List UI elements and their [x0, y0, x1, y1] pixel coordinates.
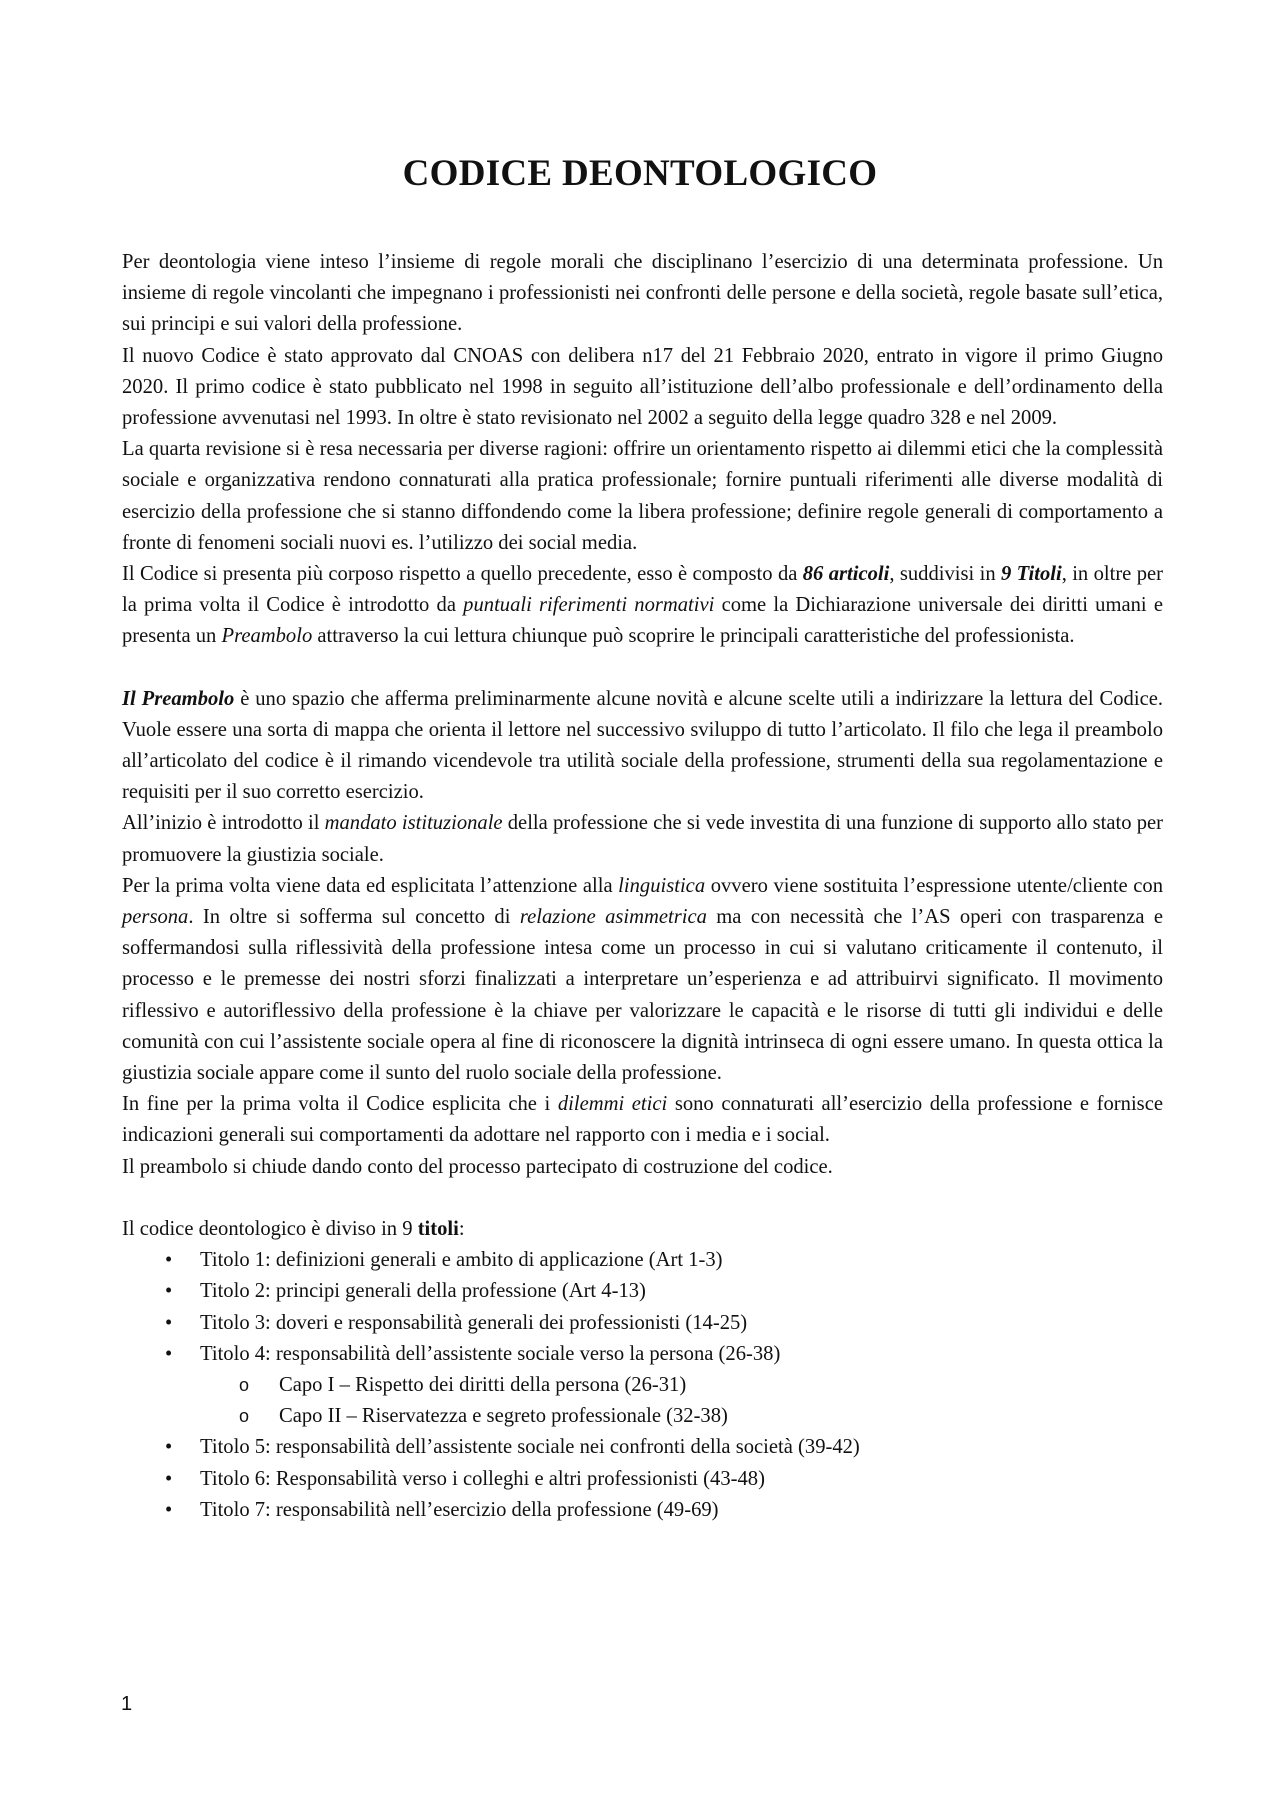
paragraph-fourth-revision: La quarta revisione si è resa necessaria per diverse ragioni: offrire un orientamento rispetto ai dilemmi etici che la complessità sociale e organizzativa rendono connaturati alla pratica professionale; fornire puntuali riferimenti alle diverse modalità di esercizio della professione che si stanno diffondendo come la libera professione; definire regole generali di comportamento a fronte di fenomeni sociali nuovi es. l’utilizzo dei social media.	[122, 438, 1163, 554]
paragraph-linguistica: Per la prima volta viene data ed esplicitata l’attenzione alla linguistica ovvero viene sostituita l’espressione utente/cliente con persona. In oltre si sofferma sul concetto di relazione asimmetrica ma con necessità che l’AS operi con trasparenza e soffermandosi sulla riflessività della professione intesa come un processo in cui si valutano criticamente il contenuto, il processo e le premesse dei nostri sforzi finalizzati a interpretare un’esperienza e ad attribuirvi significato. Il movimento riflessivo e autoriflessivo della professione è la chiave per valorizzare le capacità e le risorse di tutti gli individui e delle comunità con cui l’assistente sociale opera al fine di riconoscere la dignità intrinseca di ogni essere umano. In questa ottica la giustizia sociale appare come il sunto del ruolo sociale della professione.	[122, 874, 1163, 1085]
list-item: • Titolo 2: principi generali della professione (Art 4-13)	[122, 1276, 1163, 1307]
paragraph-mandato: All’inizio è introdotto il mandato istituzionale della professione che si vede investita di una funzione di supporto allo stato per promuovere la giustizia sociale.	[122, 812, 1164, 866]
paragraph-code-structure: Il Codice si presenta più corposo rispetto a quello precedente, esso è composto da 86 articoli, suddivisi in 9 Titoli, in oltre per la prima volta il Codice è introdotto da puntuali riferimenti normativi come la Dichiarazione universale dei diritti umani e presenta un Preambolo attraverso la cui lettura chiunque può scoprire le principali caratteristiche del professionista.	[122, 563, 1163, 648]
emphasis-86-articoli: 86 articoli	[802, 563, 890, 586]
sub-list-item: o Capo II – Riservatezza e segreto professionale (32-38)	[122, 1401, 1163, 1432]
list-intro: Il codice deontologico è diviso in 9 titoli:	[122, 1217, 465, 1240]
emphasis-mandato-istituzionale: mandato istituzionale	[324, 812, 503, 835]
titles-list	[122, 1245, 1163, 1526]
document-body	[122, 247, 1163, 1526]
page-number: 1	[121, 1693, 133, 1715]
list-item: • Titolo 3: doveri e responsabilità generali dei professionisti (14-25)	[122, 1308, 1163, 1339]
emphasis-9-titoli: 9 Titoli	[1001, 563, 1062, 586]
emphasis-dilemmi-etici: dilemmi etici	[557, 1093, 668, 1116]
list-item: • Titolo 4: responsabilità dell’assistente sociale verso la persona (26-38)	[122, 1339, 1163, 1370]
list-item: • Titolo 7: responsabilità nell’esercizio della professione (49-69)	[122, 1495, 1163, 1526]
paragraph-preambolo: Il Preambolo è uno spazio che afferma preliminarmente alcune novità e alcune scelte utili a indirizzare la lettura del Codice. Vuole essere una sorta di mappa che orienta il lettore nel successivo sviluppo di tutto l’articolato. Il filo che lega il preambolo all’articolato del codice è il rimando vicendevole tra utilità sociale della professione, strumenti della sua regolamentazione e requisiti per il suo corretto esercizio.	[122, 687, 1163, 804]
paragraph-definition: Per deontologia viene inteso l’insieme di regole morali che disciplinano l’esercizio di una determinata professione. Un insieme di regole vincolanti che impegnano i professionisti nei confronti delle persone e della società, regole basate sull’etica, sui principi e sui valori della professione.	[122, 251, 1163, 336]
list-item: • Titolo 5: responsabilità dell’assistente sociale nei confronti della società (39-42)	[122, 1432, 1163, 1463]
emphasis-il-preambolo: Il Preambolo	[122, 687, 235, 710]
paragraph-gap	[122, 653, 1163, 684]
list-item: • Titolo 6: Responsabilità verso i colleghi e altri professionisti (43-48)	[122, 1464, 1163, 1495]
paragraph-approval-history: Il nuovo Codice è stato approvato dal CNOAS con delibera n17 del 21 Febbraio 2020, entrato in vigore il primo Giugno 2020. Il primo codice è stato pubblicato nel 1998 in seguito all’istituzione dell’albo professionale e dell’ordinamento della professione avvenutasi nel 1993. In oltre è stato revisionato nel 2002 a seguito della legge quadro 328 e nel 2009.	[122, 344, 1163, 430]
emphasis-linguistica: linguistica	[618, 874, 706, 897]
emphasis-preambolo: Preambolo	[221, 625, 313, 648]
document-title: CODICE DEONTOLOGICO	[402, 153, 878, 194]
paragraph-dilemmi-etici: In fine per la prima volta il Codice esplicita che i dilemmi etici sono connaturati all’esercizio della professione e fornisce indicazioni generali sui comportamenti da adottare nel rapporto con i media e i social.	[122, 1093, 1163, 1147]
emphasis-titoli: titoli	[417, 1217, 459, 1240]
list-item: • Titolo 1: definizioni generali e ambito di applicazione (Art 1-3)	[122, 1245, 1163, 1276]
emphasis-persona: persona	[122, 906, 189, 929]
paragraph-gap	[122, 1183, 1163, 1214]
paragraph-preambolo-closing: Il preambolo si chiude dando conto del processo partecipato di costruzione del codice.	[122, 1155, 833, 1178]
sub-list-item: o Capo I – Rispetto dei diritti della persona (26-31)	[122, 1370, 1163, 1401]
emphasis-relazione-asimmetrica: relazione asimmetrica	[519, 906, 707, 929]
emphasis-riferimenti-normativi: puntuali riferimenti normativi	[463, 594, 715, 617]
